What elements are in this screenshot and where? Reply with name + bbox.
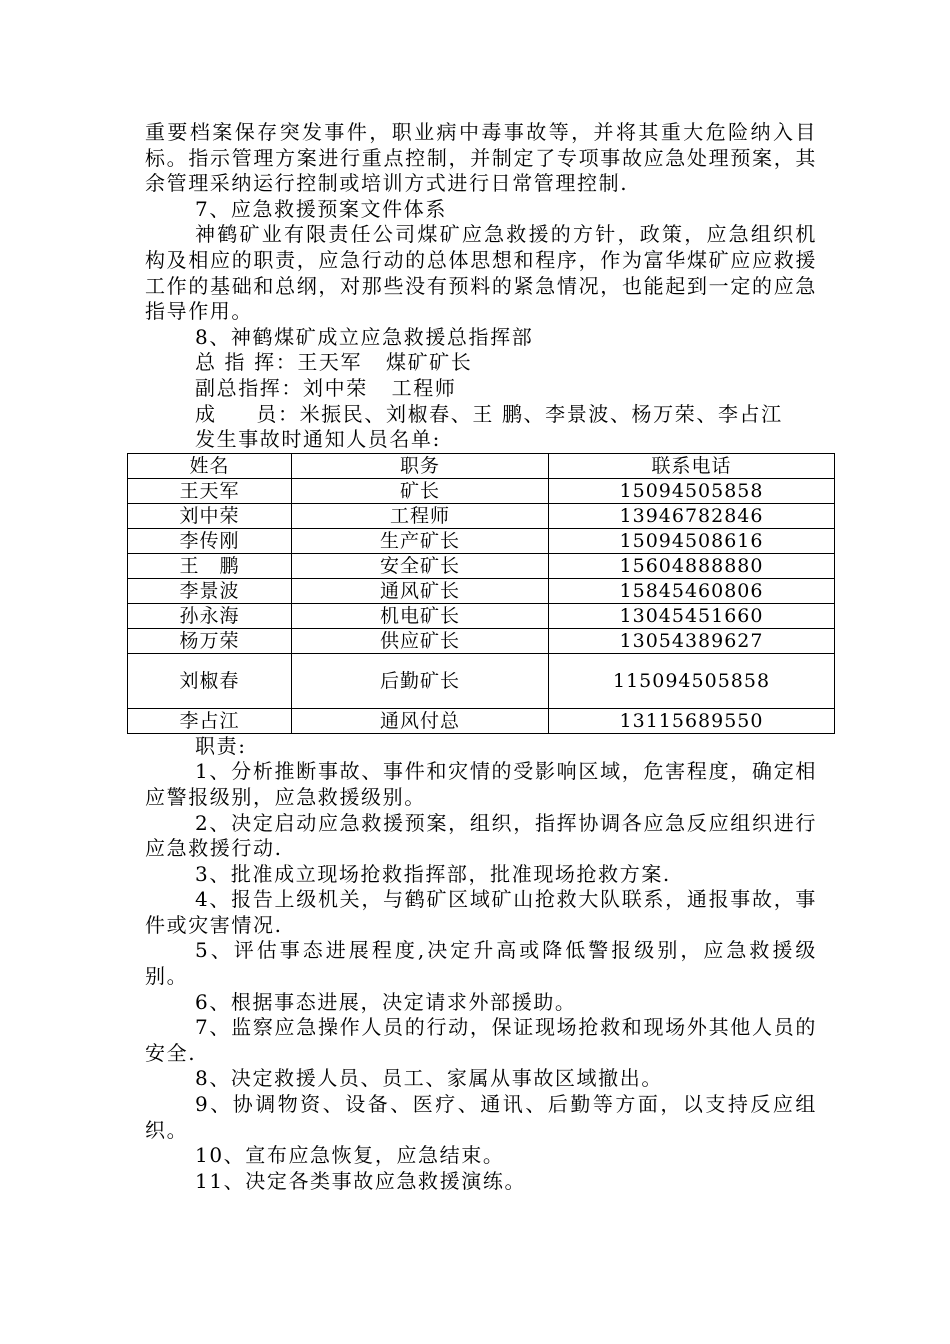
table-row [128,628,835,653]
cell-position: 后勤矿长 [291,653,548,708]
cell-position: 生产矿长 [291,528,548,553]
duty-item: 4、报告上级机关，与鹤矿区域矿山抢救大队联系，通报事故，事件或灾害情况. [145,887,817,937]
cell-position: 矿长 [291,478,548,503]
section7-heading: 7、应急救援预案文件体系 [195,196,447,221]
cell-phone: 15094505858 [549,478,835,503]
cell-position: 通风付总 [291,708,548,733]
members-line: 成 员：米振民、刘椒春、王 鹏、李景波、杨万荣、李占江 [195,401,783,426]
intro-paragraph: 重要档案保存突发事件，职业病中毒事故等，并将其重大危险纳入目标。指示管理方案进行重点控制，并制定了专项事故应急处理预案，其余管理采纳运行控制或培训方式进行日常管理控制. [145,120,817,196]
cell-name: 王 鹏 [128,553,292,578]
cell-phone: 15604888880 [549,553,835,578]
duty-item: 9、协调物资、设备、医疗、通讯、后勤等方面，以支持反应组织。 [145,1092,817,1142]
cell-name: 王天军 [128,478,292,503]
commander-line: 总 指 挥：王天军 煤矿矿长 [195,350,473,375]
duties-heading: 职责: [195,733,247,758]
duty-item: 11、决定各类事故应急救援演练。 [195,1168,527,1193]
cell-position: 工程师 [291,503,548,528]
table-row [128,578,835,603]
duty-item: 5、评估事态进展程度,决定升高或降低警报级别，应急救援级别。 [145,938,817,989]
cell-name: 孙永海 [128,603,292,628]
header-name: 姓名 [128,453,292,478]
contact-table [127,453,835,734]
duty-item: 7、监察应急操作人员的行动，保证现场抢救和现场外其他人员的安全. [145,1015,817,1065]
table-row [128,603,835,628]
section8-heading: 8、神鹤煤矿成立应急救援总指挥部 [195,324,534,349]
cell-name: 李景波 [128,578,292,603]
section7-body: 神鹤矿业有限责任公司煤矿应急救援的方针，政策，应急组织机构及相应的职责，应急行动的总体思想和程序，作为富华煤矿应应救援工作的基础和总纲，对那些没有预料的紧急情况，也能起到一定的应急指导作用。 [145,222,817,324]
table-header-row [128,453,835,478]
cell-name: 刘中荣 [128,503,292,528]
deputy-line: 副总指挥：刘中荣 工程师 [195,375,457,400]
cell-phone: 13946782846 [549,503,835,528]
table-caption: 发生事故时通知人员名单: [195,427,441,452]
cell-position: 通风矿长 [291,578,548,603]
cell-name: 李传刚 [128,528,292,553]
duty-item: 1、分析推断事故、事件和灾情的受影响区域，危害程度，确定相应警报级别，应急救援级别。 [145,759,817,809]
table-row [128,503,835,528]
table-row [128,478,835,503]
document-page [145,120,817,1194]
cell-name: 刘椒春 [128,653,292,708]
duty-item: 6、根据事态进展，决定请求外部援助。 [195,989,577,1014]
cell-position: 机电矿长 [291,603,548,628]
table-row [128,553,835,578]
cell-name: 李占江 [128,708,292,733]
cell-phone: 115094505858 [549,653,835,708]
header-position: 职务 [291,453,548,478]
table-row [128,653,835,708]
cell-phone: 15845460806 [549,578,835,603]
cell-phone: 13054389627 [549,628,835,653]
duty-item: 10、宣布应急恢复，应急结束。 [195,1143,505,1168]
cell-position: 安全矿长 [291,553,548,578]
cell-phone: 13115689550 [549,708,835,733]
duty-item: 3、批准成立现场抢救指挥部，批准现场抢救方案. [195,861,671,886]
cell-name: 杨万荣 [128,628,292,653]
cell-phone: 15094508616 [549,528,835,553]
cell-phone: 13045451660 [549,603,835,628]
header-phone: 联系电话 [549,453,835,478]
duty-item: 2、决定启动应急救援预案，组织，指挥协调各应急反应组织进行应急救援行动. [145,810,817,861]
duty-item: 8、决定救援人员、员工、家属从事故区域撤出。 [195,1066,663,1091]
table-row [128,708,835,733]
cell-position: 供应矿长 [291,628,548,653]
table-row [128,528,835,553]
